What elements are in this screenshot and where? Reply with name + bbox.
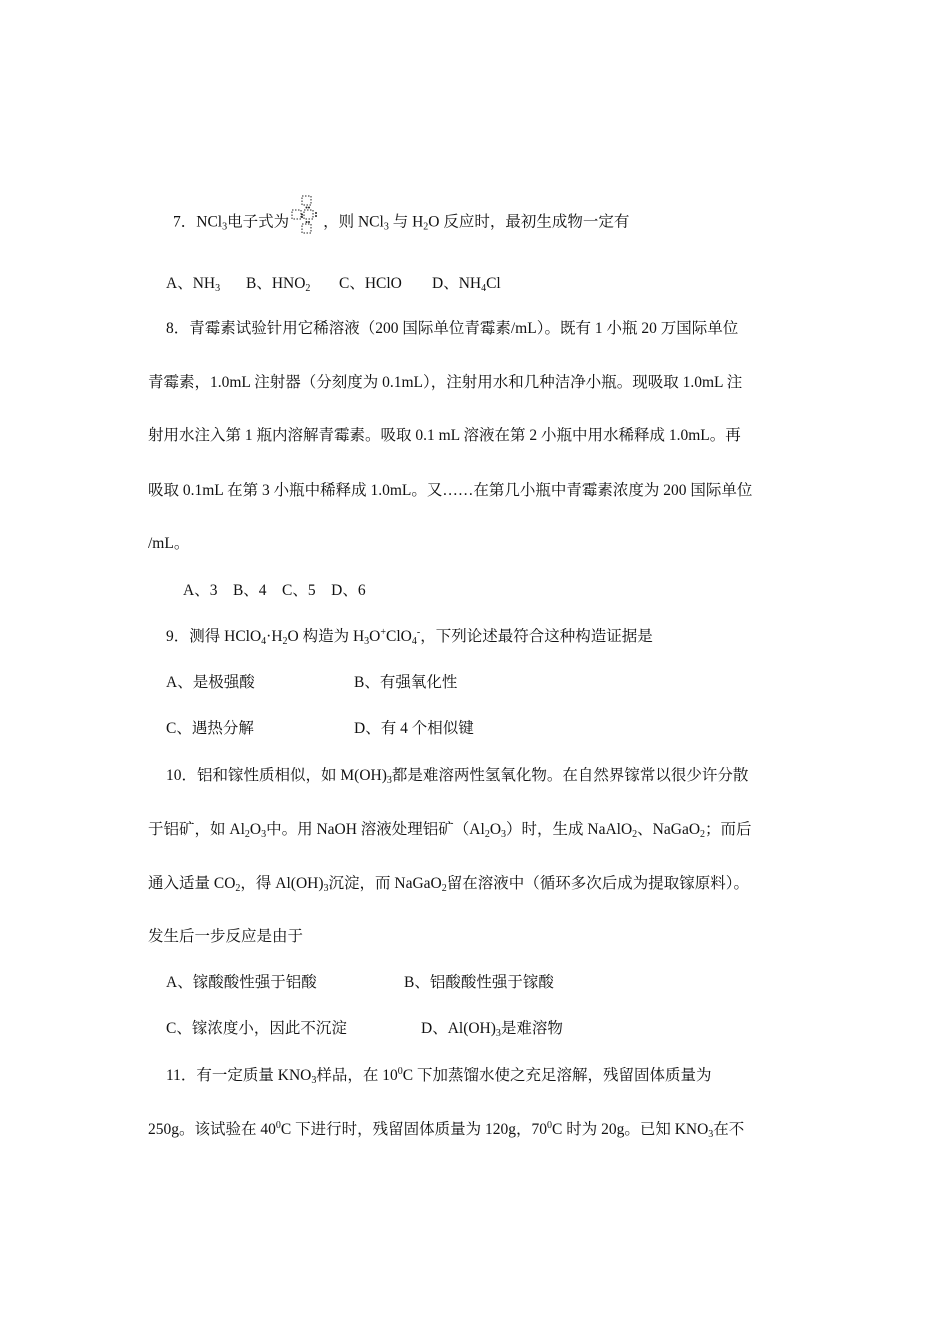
q7-option-b: B、$HNO_2$ xyxy=(246,275,311,294)
q8-options: A、3 B、4 C、5 D、6 xyxy=(183,582,366,599)
q10-option-a: A、镓酸酸性强于铝酸 xyxy=(166,974,317,991)
q7-option-c: C、HClO xyxy=(339,275,402,292)
q10-line-4: 发生后一步反应是由于 xyxy=(148,928,304,945)
q10-line-1: 10．铝和镓性质相似，如 $M(OH)_3$都是难溶两性氢氧化物。在自然界镓常以很少许分散 xyxy=(166,767,749,786)
q10-line-3: 通入适量 $CO_2$，得 $Al(OH)_3$沉淀，而 NaGaO$_2$留在溶液中（循环多次后成为提取镓原料）。 xyxy=(148,875,749,894)
q8-line-2: 青霉素，1.0mL 注射器（分刻度为 0.1mL），注射用水和几种洁净小瓶。现吸取 1.0mL 注 xyxy=(148,374,743,391)
q8-line-1: 8．青霉素试验针用它稀溶液（200 国际单位青霉素/mL）。既有 1 小瓶 20 万国际单位 xyxy=(166,320,739,337)
q8-line-4: 吸取 0.1mL 在第 3 小瓶中稀释成 1.0mL。又……在第几小瓶中青霉素浓度为 200 国际单位 xyxy=(148,482,753,499)
q9-stem: 9．测得 $HClO_4\cdot H_2O$ 构造为 $H_3O^+ClO_4^-$，下列论述最符合这种构造证据是 xyxy=(166,627,653,647)
q8-line-3: 射用水注入第 1 瓶内溶解青霉素。吸取 0.1 mL 溶液在第 2 小瓶中用水稀释成 1.0mL。再 xyxy=(148,427,741,444)
q8-line-5: /mL。 xyxy=(148,535,190,552)
q7-options xyxy=(166,274,501,294)
q9-option-d: D、有 4 个相似键 xyxy=(354,720,474,737)
q9-option-c: C、遇热分解 xyxy=(166,720,254,737)
q7-stem: 7．NCl$_3$电子式为 ，则 NCl$_3$ 与 $H_2O$ 反应时，最初生成物一定有 xyxy=(173,200,629,246)
q10-line-2: 于铝矿，如 $Al_2O_3$中。用 NaOH 溶液处理铝矿$(Al_2O_3)$时，生成 NaAlO$_2$、NaGaO$_2$；而后 xyxy=(148,821,752,840)
q11-line-2: 250g。该试验在 $40^0C$ 下进行时，残留固体质量为 120g，$70^0C$ 时为 20g。已知 $KNO_3$在不 xyxy=(148,1120,745,1140)
q11-line-1: 11．有一定质量 $KNO_3$样品，在 $10^0C$ 下加蒸馏水使之充足溶解，残留固体质量为 xyxy=(166,1066,712,1086)
q10-option-b: B、铝酸酸性强于镓酸 xyxy=(404,974,554,991)
q7-option-a: A、$NH_3$ xyxy=(166,275,221,294)
q7-option-d: D、$NH_4Cl$ xyxy=(432,275,501,294)
q9-option-a: A、是极强酸 xyxy=(166,674,255,691)
q10-option-c: C、镓浓度小，因此不沉淀 xyxy=(166,1020,347,1037)
q10-option-d: D、$Al(OH)_3$是难溶物 xyxy=(421,1020,563,1039)
electron-dot-formula-icon xyxy=(289,194,323,240)
q9-option-b: B、有强氧化性 xyxy=(354,674,458,691)
